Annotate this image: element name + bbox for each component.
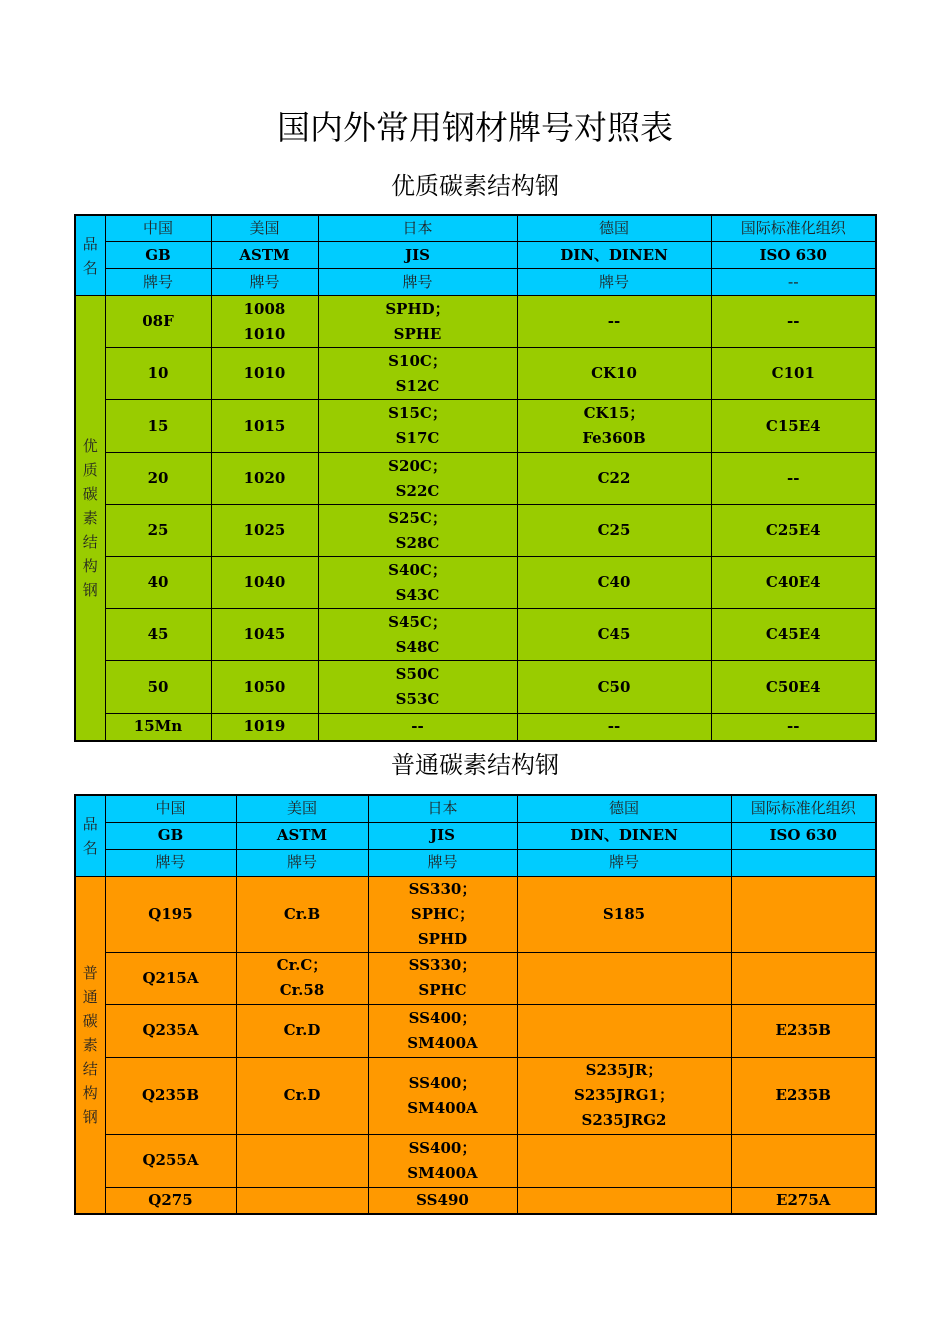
header-cell: JIS (368, 822, 517, 849)
table-cell: Cr.D (236, 1057, 368, 1134)
table-cell: Q275 (105, 1187, 236, 1214)
table-cell: 25 (105, 505, 211, 557)
table-cell: 1040 (211, 557, 318, 609)
header-cell: 美国 (211, 215, 318, 242)
header-cell: 日本 (368, 795, 517, 822)
table-cell: C101 (711, 348, 876, 400)
header-cell: 牌号 (105, 269, 211, 296)
table-cell: 1019 (211, 714, 318, 741)
header-cell: 德国 (517, 215, 711, 242)
table-cell (517, 1187, 731, 1214)
table-cell (517, 952, 731, 1004)
table-cell: Cr.B (236, 876, 368, 952)
table-row (75, 505, 876, 557)
ordinary-carbon-steel-table (74, 794, 877, 1215)
table-cell: -- (318, 714, 517, 741)
table-cell: S40C； S43C (318, 557, 517, 609)
table-cell: S25C； S28C (318, 505, 517, 557)
table-cell (517, 1004, 731, 1057)
table-row (75, 661, 876, 714)
table-cell: 1010 (211, 348, 318, 400)
table-cell: C40 (517, 557, 711, 609)
table-cell: -- (711, 714, 876, 741)
header-cell: 牌号 (517, 269, 711, 296)
header-cell: DIN、DINEN (517, 822, 731, 849)
table-cell: 1045 (211, 609, 318, 661)
header-cell: 国际标准化组织 (731, 795, 876, 822)
header-cell: 日本 (318, 215, 517, 242)
table-cell (731, 876, 876, 952)
premium-carbon-steel-table (74, 214, 877, 742)
table-cell: S235JR； S235JRG1； S235JRG2 (517, 1057, 731, 1134)
table-cell: 1025 (211, 505, 318, 557)
table-cell: -- (517, 296, 711, 348)
table-cell (236, 1134, 368, 1187)
header-cell: -- (711, 269, 876, 296)
table-cell: E235B (731, 1004, 876, 1057)
table-cell: C15E4 (711, 400, 876, 453)
table-cell: C50 (517, 661, 711, 714)
table-row (75, 1187, 876, 1214)
table2-subtitle: 普通碳素结构钢 (391, 751, 559, 779)
table-row (75, 714, 876, 741)
table-cell: S45C； S48C (318, 609, 517, 661)
table-cell: CK10 (517, 348, 711, 400)
table-cell: SPHD； SPHE (318, 296, 517, 348)
table-cell: 50 (105, 661, 211, 714)
table-row (75, 609, 876, 661)
table-cell (731, 952, 876, 1004)
table-cell (517, 1134, 731, 1187)
header-row (75, 269, 876, 296)
table-cell: 1050 (211, 661, 318, 714)
table-cell: SS490 (368, 1187, 517, 1214)
header-cell: 牌号 (236, 849, 368, 876)
header-cell: JIS (318, 242, 517, 269)
table-row (75, 557, 876, 609)
header-row (75, 242, 876, 269)
header-cell: 中国 (105, 795, 236, 822)
table-cell: Q255A (105, 1134, 236, 1187)
header-cell (731, 849, 876, 876)
table-cell: SS400； SM400A (368, 1057, 517, 1134)
page-title: 国内外常用钢材牌号对照表 (277, 108, 673, 147)
table-cell: 20 (105, 453, 211, 505)
table-cell: -- (711, 296, 876, 348)
table-row (75, 1004, 876, 1057)
table-cell: S185 (517, 876, 731, 952)
header-row (75, 822, 876, 849)
header-cell: GB (105, 822, 236, 849)
table-cell: Q235B (105, 1057, 236, 1134)
header-cell: 美国 (236, 795, 368, 822)
table-row (75, 296, 876, 348)
header-cell: GB (105, 242, 211, 269)
table-cell: Q215A (105, 952, 236, 1004)
table-row (75, 952, 876, 1004)
table-cell: C45E4 (711, 609, 876, 661)
table-cell: C50E4 (711, 661, 876, 714)
header-cell: 德国 (517, 795, 731, 822)
table-cell: 1008 1010 (211, 296, 318, 348)
table-cell: 08F (105, 296, 211, 348)
table-cell: S50C S53C (318, 661, 517, 714)
table-cell: C45 (517, 609, 711, 661)
table-cell: SS330； SPHC； SPHD (368, 876, 517, 952)
table-cell: C40E4 (711, 557, 876, 609)
table-cell: -- (517, 714, 711, 741)
header-cell: 中国 (105, 215, 211, 242)
table-cell: 1015 (211, 400, 318, 453)
header-row (75, 215, 876, 242)
header-cell: DIN、DINEN (517, 242, 711, 269)
header-cell: 牌号 (105, 849, 236, 876)
table-cell: C25E4 (711, 505, 876, 557)
header-cell: 牌号 (368, 849, 517, 876)
table-cell: S20C； S22C (318, 453, 517, 505)
table-row (75, 876, 876, 952)
table-cell: CK15； Fe360B (517, 400, 711, 453)
table-cell: S15C； S17C (318, 400, 517, 453)
table-cell: 1020 (211, 453, 318, 505)
category-label: 普 通 碳 素 结 构 钢 (75, 876, 105, 1214)
table-cell: C22 (517, 453, 711, 505)
table1-subtitle: 优质碳素结构钢 (391, 172, 559, 200)
table-cell: 10 (105, 348, 211, 400)
table-cell: Cr.D (236, 1004, 368, 1057)
header-cell: ISO 630 (731, 822, 876, 849)
table-cell: 15 (105, 400, 211, 453)
header-cell: 牌号 (318, 269, 517, 296)
header-cell: ISO 630 (711, 242, 876, 269)
header-row (75, 795, 876, 822)
header-cell: ASTM (236, 822, 368, 849)
table-cell (236, 1187, 368, 1214)
table-cell: Q195 (105, 876, 236, 952)
header-cell: ASTM (211, 242, 318, 269)
header-cell: 牌号 (211, 269, 318, 296)
table-cell: E235B (731, 1057, 876, 1134)
table-cell: 40 (105, 557, 211, 609)
table-cell (731, 1134, 876, 1187)
table-cell: SS330； SPHC (368, 952, 517, 1004)
product-name-header: 品 名 (75, 795, 105, 876)
table-cell: SS400； SM400A (368, 1134, 517, 1187)
table-row (75, 1057, 876, 1134)
table-row (75, 348, 876, 400)
table-cell: SS400； SM400A (368, 1004, 517, 1057)
table-cell: 15Mn (105, 714, 211, 741)
table-cell: E275A (731, 1187, 876, 1214)
table-row (75, 453, 876, 505)
table-row (75, 1134, 876, 1187)
table-row (75, 400, 876, 453)
header-cell: 牌号 (517, 849, 731, 876)
table-cell: -- (711, 453, 876, 505)
table-cell: Cr.C； Cr.58 (236, 952, 368, 1004)
table-cell: C25 (517, 505, 711, 557)
header-row (75, 849, 876, 876)
header-cell: 国际标准化组织 (711, 215, 876, 242)
category-label: 优 质 碳 素 结 构 钢 (75, 296, 105, 741)
product-name-header: 品 名 (75, 215, 105, 296)
table-cell: 45 (105, 609, 211, 661)
table-cell: S10C； S12C (318, 348, 517, 400)
table-cell: Q235A (105, 1004, 236, 1057)
